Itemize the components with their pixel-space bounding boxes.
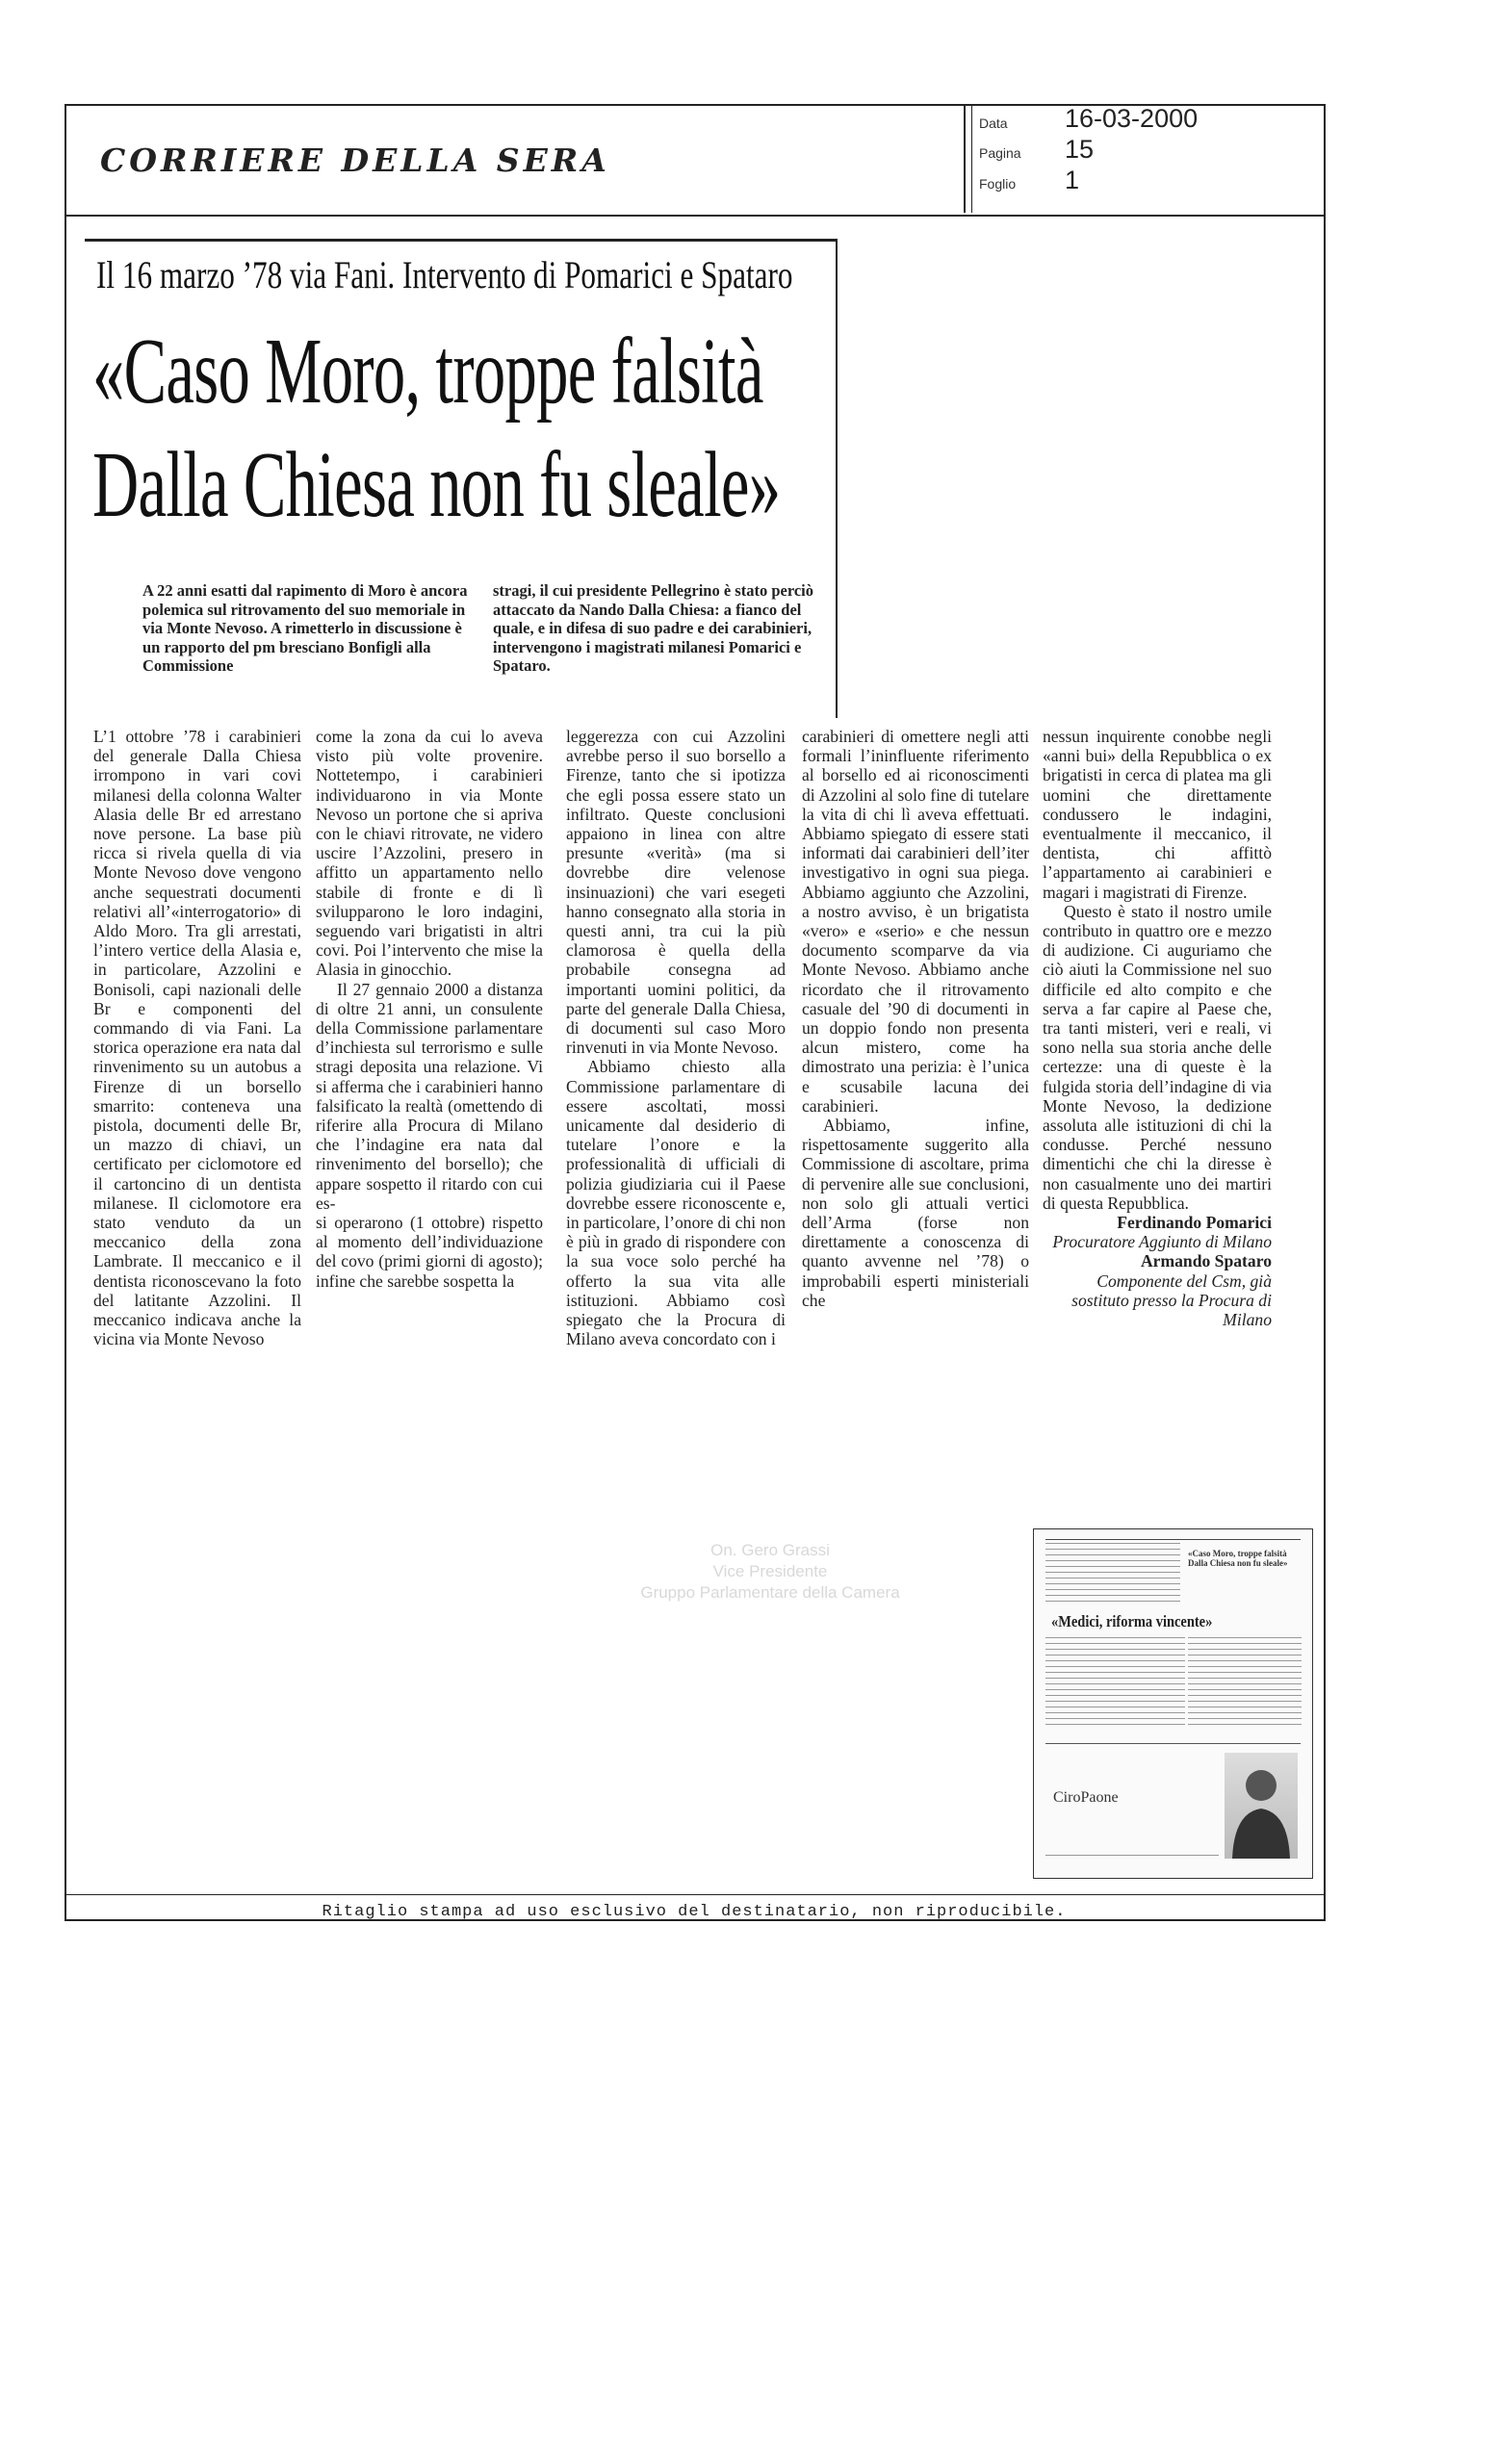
signature-name: Ferdinando Pomarici bbox=[1117, 1213, 1272, 1233]
thumbnail-headline: «Medici, riforma vincente» bbox=[1051, 1612, 1213, 1630]
paragraph: come la zona da cui lo aveva visto più volte provenire. Nottetempo, i carabinieri individuarono in via Monte Nevoso un portone che si apriva con le chiavi ritrovate, ne videro uscire l’Azzolini, presero in affitto un appartamento nello stabile di fronte e di lì svilupparono le loro indagini, seguendo vari brigatisti in altri covi. Poi l’intervento che mise la Alasia in ginocchio. bbox=[316, 727, 543, 980]
stamp-line: Vice Presidente bbox=[712, 1562, 828, 1580]
article-column-5 bbox=[1043, 727, 1272, 1329]
article-kicker: Il 16 marzo ’78 via Fani. Intervento di Pomarici e Spataro bbox=[96, 253, 793, 296]
faded-stamp bbox=[558, 1540, 982, 1604]
article-column-3 bbox=[566, 727, 786, 1349]
paragraph: Abbiamo chiesto alla Commissione parlamentare di essere ascoltati, mossi unicamente dal desiderio di tutelare l’onore e la professionalità di ufficiali di polizia giudiziaria cui il Paese dovrebbe essere riconoscente e, in particolare, l’onore di chi non è più in grado di rispondere con la sua voce solo perché ha offerto la sua vita alle istituzioni. Abbiamo così spiegato che la Procura di Milano aveva concordato con i bbox=[566, 1057, 786, 1349]
signature-role: Componente del Csm, già sostituto presso la Procura di Milano bbox=[1071, 1270, 1272, 1330]
article-column-1 bbox=[93, 727, 301, 1349]
thumbnail-photo bbox=[1225, 1753, 1298, 1859]
article-column-2 bbox=[316, 727, 543, 1291]
article-headline-line1: «Caso Moro, troppe falsità bbox=[92, 320, 763, 424]
paragraph: Questo è stato il nostro umile contributo in quattro ore e mezzo di audizione. Ci auguriamo che ciò aiuti la Commissione nel suo difficile ed alto compito e che serva a far capire al Paese che, tra tanti misteri, veri e reali, vi sono nella sua storia anche delle certezze: una di queste è la fulgida storia dell’indagine di via Monte Nevoso, la dedizione assoluta alle istituzioni di chi la condusse. Perché nessuno dimentichi che chi la diresse è non casualmente uno dei martiri di questa Repubblica. bbox=[1043, 901, 1272, 1213]
paragraph: si operarono (1 ottobre) rispetto al momento dell’individuazione del covo (primi giorni di agosto); infine che sarebbe sospetta la bbox=[316, 1213, 543, 1291]
paragraph: Abbiamo, infine, rispettosamente suggerito alla Commissione di ascoltare, prima di pervenire alle sue conclusioni, non solo gli attuali vertici dell’Arma (forse non direttamente a conoscenza di quanto avvenne nel ’78) o improbabili esperti ministeriali che bbox=[802, 1116, 1029, 1310]
article-summary-left: A 22 anni esatti dal rapimento di Moro è ancora polemica sul ritrovamento del suo memoriale in via Monte Nevoso. A rimetterlo in discussione è un rapporto del pm bresciano Bonfigli alla Commissione bbox=[142, 581, 468, 675]
article-column-4 bbox=[802, 727, 1029, 1310]
thumbnail-name: CiroPaone bbox=[1053, 1789, 1119, 1806]
paragraph: leggerezza con cui Azzolini avrebbe perso il suo borsello a Firenze, tanto che si ipotizza che egli possa essere stato un infiltrato. Queste conclusioni appaiono in linea con altre presunte «verità» (ma si dovrebbe dire velenose insinuazioni) che vari esegeti hanno consegnato alla storia in questi anni, tra cui la più clamorosa è quella della probabile consegna ad importanti uomini politici, da parte del generale Dalla Chiesa, di documenti sul caso Moro rinvenuti in via Monte Nevoso. bbox=[566, 727, 786, 1058]
signature-name: Armando Spataro bbox=[1140, 1251, 1272, 1271]
foglio-value: 1 bbox=[1065, 166, 1080, 194]
paragraph: Il 27 gennaio 2000 a distanza di oltre 21 anni, un consulente della Commissione parlamentare d’inchiesta sul terrorismo e sulle stragi deposita una relazione. Vi si afferma che i carabinieri hanno falsificato la realtà (omettendo di riferire alla Procura di Milano che l’indagine era nata dal rinvenimento del borsello); che appare sospetto il ritardo con cui es- bbox=[316, 979, 543, 1213]
footer-divider bbox=[64, 1894, 1324, 1895]
newspaper-masthead: CORRIERE DELLA SERA bbox=[100, 141, 610, 179]
footer-disclaimer: Ritaglio stampa ad uso esclusivo del destinatario, non riproducibile. bbox=[322, 1903, 1067, 1921]
header-divider bbox=[971, 104, 972, 213]
stamp-line: On. Gero Grassi bbox=[710, 1541, 830, 1559]
signature-role: Procuratore Aggiunto di Milano bbox=[1052, 1232, 1272, 1252]
paragraph: nessun inquirente conobbe negli «anni bui» della Repubblica o ex brigatisti in cerca di platea ma gli uomini che direttamente condussero le indagini, eventualmente il meccanico, il dentista, chi affittò l’appartamento ai carabinieri e magari i magistrati di Firenze. bbox=[1043, 727, 1272, 902]
data-label: Data bbox=[979, 116, 1008, 131]
pagina-label: Pagina bbox=[979, 145, 1021, 161]
article-summary-right: stragi, il cui presidente Pellegrino è stato perciò attaccato da Nando Dalla Chiesa: a fianco del quale, e in difesa di suo padre e dei carabinieri, intervengono i magistrati milanesi Pomarici e Spataro. bbox=[493, 581, 813, 675]
article-headline-line2: Dalla Chiesa non fu sleale» bbox=[92, 433, 781, 537]
pagina-value: 15 bbox=[1065, 135, 1095, 164]
stamp-line: Gruppo Parlamentare della Camera bbox=[640, 1583, 900, 1602]
paragraph: L’1 ottobre ’78 i carabinieri del generale Dalla Chiesa irrompono in vari covi milanesi della colonna Walter Alasia delle Br ed arrestano nove persone. La base più ricca si rivela quella di via Monte Nevoso dove vengono anche sequestrati documenti relativi all’«interrogatorio» di Aldo Moro. Tra gli arrestati, l’intero vertice della Alasia e, in particolare, Azzolini e Bonisoli, capi nazionali delle Br e componenti del commando di via Fani. La storica operazione era nata dal rinvenimento su un autobus a Firenze di un borsello smarrito: conteneva una pistola, documenti delle Br, un mazzo di chiavi, un certificato per ciclomotore ed il cartoncino di un dentista milanese. Il ciclomotore era stato venduto da un meccanico della zona Lambrate. Il meccanico e il dentista riconoscevano la foto del latitante Azzolini. Il meccanico indicava anche la vicina via Monte Nevoso bbox=[93, 727, 301, 1349]
data-value: 16-03-2000 bbox=[1065, 104, 1199, 133]
header-divider bbox=[964, 104, 966, 213]
paragraph: carabinieri di omettere negli atti formali l’ininfluente riferimento al borsello ed ai riconoscimenti di Azzolini al solo fine di tutelare la vita di chi lì aveva effettuati. Abbiamo spiegato di essere stati informati dai carabinieri dell’iter investigativo in ogni sua piega. Abbiamo aggiunto che Azzolini, a nostro avviso, è un brigatista «vero» e «serio» e che nessun documento scomparve da via Monte Nevoso. Abbiamo anche ricordato che il ritrovamento casuale del ’90 di documenti in un doppio fondo non presenta alcun mistero, come ha dimostrato una perizia: è l’unica e scusabile lacuna dei carabinieri. bbox=[802, 727, 1029, 1116]
foglio-label: Foglio bbox=[979, 176, 1017, 192]
portrait-photo-icon bbox=[1225, 1753, 1298, 1859]
page-thumbnail bbox=[1033, 1528, 1313, 1879]
thumbnail-mini-headline: «Caso Moro, troppe falsità Dalla Chiesa non fu sleale» bbox=[1188, 1549, 1288, 1568]
